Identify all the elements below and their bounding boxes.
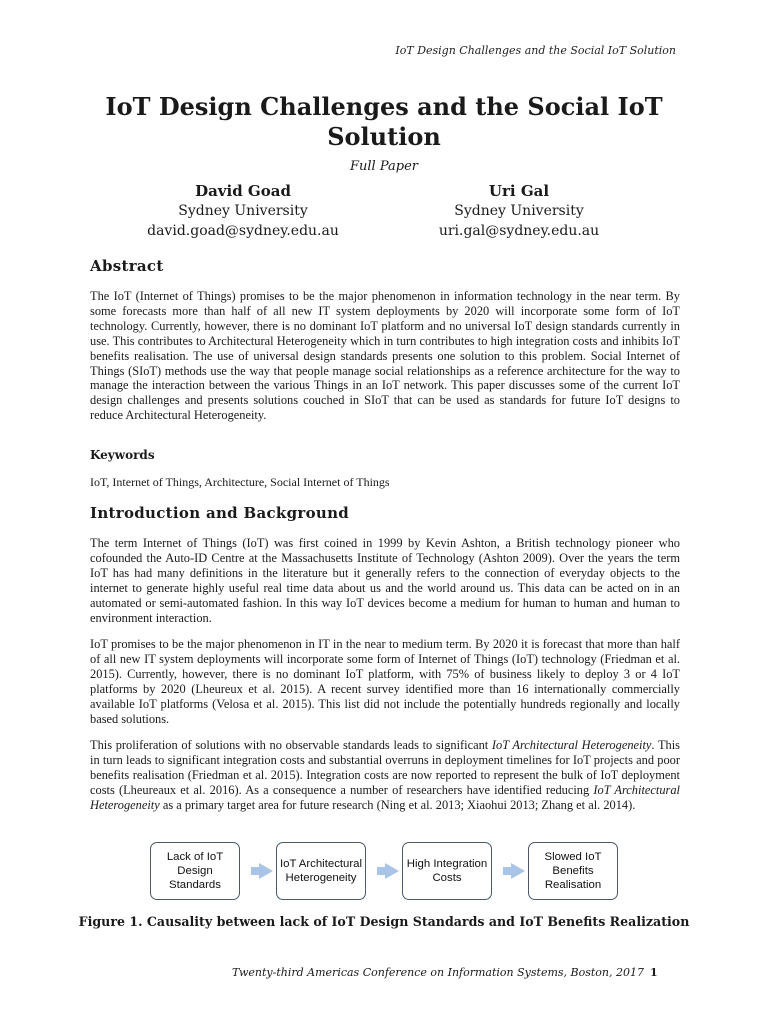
paragraph-text: . This in turn leads to significant integration costs and substantial overruns in deployment timelines for IoT projects and poor benefits realisation (Friedman et al. 2015). Integration costs are now reported to represent the bulk of IoT deployment costs (Lheureaux et al. 2016). As a consequence a number of researchers have identified reducing <box>90 738 680 797</box>
abstract-text: The IoT (Internet of Things) promises to be the major phenomenon in information technology in the near term. By some forecasts more than half of all new IT system deployments by 2020 will incorporate some form of IoT technology. Currently, however, there is no dominant IoT platform and no universal IoT design standards currently in use. This contributes to Architectural Heterogeneity which in turn contributes to high integration costs and inhibits IoT benefits realisation. The use of universal design standards presents one solution to this problem. Social Internet of Things (SIoT) methods use the way that people manage social relationships as a reference architecture for the way to manage the interaction between the various Things in an IoT network. This paper discusses some of the current IoT design challenges and presents solutions couched in SIoT that can be used as standards for future IoT designs to reduce Architectural Heterogeneity. <box>90 289 680 423</box>
emphasis-term: IoT Architectural Heterogeneity <box>90 782 680 812</box>
intro-heading: Introduction and Background <box>90 504 350 522</box>
diagram-box-benefits-realisation: Slowed IoT Benefits Realisation <box>528 842 618 900</box>
page-number: 1 <box>650 966 658 979</box>
author-block <box>118 181 368 241</box>
diagram-box-architectural-heterogeneity: IoT Architectural Heterogeneity <box>276 842 366 900</box>
arrow-right-icon <box>511 863 525 879</box>
arrow-right-icon <box>259 863 273 879</box>
intro-paragraph-2: IoT promises to be the major phenomenon in IT in the near to medium term. By 2020 it is forecast that more than half of all new IT system deployments will incorporate some form of Internet of Things (IoT) technology (Friedman et al. 2015). Currently, however, there is no dominant IoT platform, with 75% of business likely to deploy 3 or 4 IoT platforms by 2020 (Lheureux et al. 2015). A recent survey identified more than 16 internationally commercially available IoT platforms (Velosa et al. 2015). This list did not include the potentially hundreds regionally and locally based solutions. <box>90 637 680 726</box>
paragraph-text: This proliferation of solutions with no observable standards leads to significant <box>90 738 492 752</box>
paper-title: IoT Design Challenges and the Social IoT Solution <box>105 92 663 151</box>
arrow-right-icon <box>385 863 399 879</box>
author-name: David Goad <box>195 182 291 200</box>
intro-paragraph-3 <box>90 738 680 813</box>
paper-subtitle: Full Paper <box>350 159 418 174</box>
author-email: david.goad@sydney.edu.au <box>147 223 339 239</box>
author-email: uri.gal@sydney.edu.au <box>438 223 600 239</box>
intro-paragraph-1: The term Internet of Things (IoT) was first coined in 1999 by Kevin Ashton, a British technology pioneer who cofounded the Auto-ID Centre at the Massachusetts Institute of Technology (Ashton 2009). Over the years the term IoT has had many definitions in the literature but it generally refers to the connection of everyday objects to the internet to generate highly useful real time data about us and the world around us. This data can be acted on in an automated or semi-automated fashion. In this way IoT devices become a medium for human to human and human to environment interaction. <box>90 536 680 625</box>
causality-diagram <box>150 842 620 900</box>
emphasis-term: IoT Architectural Heterogeneity <box>491 738 652 752</box>
keywords-text: IoT, Internet of Things, Architecture, Social Internet of Things <box>90 475 390 489</box>
diagram-box-integration-costs: High Integration Costs <box>402 842 492 900</box>
author-name: Uri Gal <box>488 182 550 200</box>
figure-caption: Figure 1. Causality between lack of IoT Design Standards and IoT Benefits Realization <box>78 914 690 929</box>
author-affiliation: Sydney University <box>454 203 584 219</box>
author-affiliation: Sydney University <box>178 203 308 219</box>
author-block <box>394 181 644 241</box>
keywords-heading: Keywords <box>90 448 155 462</box>
running-header: IoT Design Challenges and the Social IoT Solution <box>395 44 676 57</box>
abstract-heading: Abstract <box>90 257 164 275</box>
diagram-box-design-standards: Lack of IoT Design Standards <box>150 842 240 900</box>
conference-footer: Twenty-third Americas Conference on Information Systems, Boston, 2017 <box>232 966 644 979</box>
paragraph-text: as a primary target area for future research (Ning et al. 2013; Xiaohui 2013; Zhang et al. 2014). <box>159 797 636 812</box>
